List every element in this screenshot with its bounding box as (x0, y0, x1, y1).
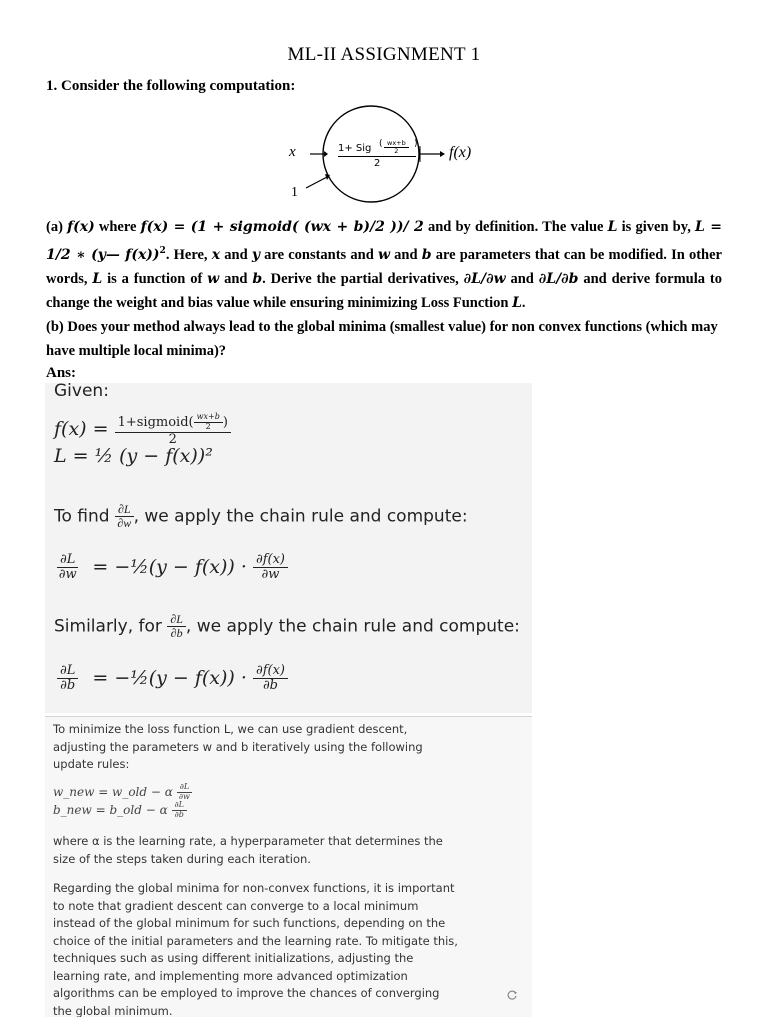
db-equation (57, 664, 288, 694)
w-update-den: ∂w (178, 791, 190, 801)
diagram-node-label: 1+ Sig (338, 143, 372, 154)
fx-inner-num: wx+b (194, 413, 223, 423)
question-heading: 1. Consider the following computation: (46, 78, 296, 94)
db-rhs: = −½(y − f(x)) · (92, 666, 247, 689)
gd-p3-line: Regarding the global minima for non-convex functions, it is important (53, 881, 455, 895)
text-fragment: . (521, 294, 526, 311)
text-fragment: and (505, 270, 539, 287)
w-update-rule (53, 783, 192, 802)
diagram-node-paren: ( (379, 139, 383, 149)
refresh-icon-svg (506, 989, 518, 1001)
find-db-text (54, 613, 520, 640)
find-db-den: ∂b (170, 626, 183, 641)
b-update-num: ∂L (172, 801, 187, 811)
dw-lhs (57, 553, 78, 583)
text-fragment: and by definition. The value (423, 219, 608, 235)
dw-rhs-den: ∂w (261, 567, 280, 583)
b-update-text: b_new = b_old − α (53, 802, 168, 817)
fx-close-paren: ) (222, 414, 228, 430)
math-x: x (211, 246, 221, 263)
math-L: L (607, 219, 618, 235)
refresh-icon[interactable] (506, 989, 520, 1003)
db-rhs-frac (253, 664, 288, 694)
math-L: L (512, 294, 522, 311)
text-fragment: . Here, (165, 246, 212, 263)
answer-label: Ans: (46, 365, 77, 381)
gd-p3-line: to note that gradient descent can converge to a local minimum (53, 898, 419, 913)
gd-p3-line: choice of the initial parameters and the learning rate. To mitigate this, (53, 933, 458, 948)
computation-diagram (280, 96, 500, 206)
dw-lhs-den: ∂w (58, 567, 77, 583)
find-dw-suffix: , we apply the chain rule and compute: (133, 506, 468, 527)
output-arrowhead (440, 151, 445, 157)
diagram-input-x: x (289, 144, 296, 160)
math-dL-db: ∂L/∂b (538, 270, 579, 287)
find-db-suffix: , we apply the chain rule and compute: (185, 616, 520, 637)
assignment-title: ML-II ASSIGNMENT 1 (287, 44, 481, 65)
gd-paragraph-2 (53, 833, 443, 868)
gd-p3-line: algorithms can be employed to improve the chances of converging (53, 986, 440, 1000)
diagram-node-frac (384, 140, 409, 155)
find-dw-den: ∂w (117, 516, 132, 531)
find-dw-num: ∂L (115, 503, 134, 517)
answer-screenshot-gradient-descent (45, 716, 532, 1017)
math-w: w (207, 270, 220, 287)
gd-p3-line: instead of the global minimum for such functions, depending on the (53, 916, 446, 930)
fx-lhs: f(x) = (54, 417, 109, 440)
dw-rhs-frac (253, 553, 288, 583)
text-fragment: . Derive the partial derivatives, (262, 270, 464, 287)
fx-denominator: 2 (168, 431, 177, 447)
math-fx: f(x) (67, 219, 95, 235)
given-label: Given: (54, 383, 109, 401)
gd-paragraph-1 (53, 721, 423, 774)
diagram-node-fraction-bar (338, 156, 416, 157)
gd-p2-line: where α is the learning rate, a hyperparameter that determines the (53, 834, 443, 848)
math-b: b (421, 246, 432, 263)
math-b: b (252, 270, 263, 287)
fx-numerator (115, 413, 231, 433)
diagram-node-frac-den: 2 (394, 147, 399, 156)
math-fx-definition: f(x) = (1 + sigmoid( (wx + b)/2 ))/ 2 (140, 219, 424, 235)
input-one-arrow (306, 177, 327, 188)
dw-rhs-num: ∂f(x) (253, 553, 288, 568)
text-fragment: and (219, 270, 253, 287)
loss-equation: L = ½ (y − f(x))² (54, 445, 213, 467)
find-db-frac (167, 613, 186, 640)
text-fragment: and (220, 246, 252, 263)
input-x-arrowhead (324, 151, 328, 157)
w-update-text: w_new = w_old − α (53, 784, 173, 799)
fx-inner-frac (194, 413, 223, 432)
diagram-node-paren-close: ) (414, 139, 418, 149)
db-rhs-den: ∂b (262, 678, 278, 694)
fx-equation (54, 413, 231, 447)
text-fragment: is given by, (617, 219, 691, 235)
b-update-rule (53, 801, 187, 820)
db-lhs-num: ∂L (57, 664, 78, 679)
math-y: y (251, 246, 260, 263)
gd-p3-line: techniques such as using different initializations, adjusting the (53, 951, 414, 965)
diagram-node-frac-num: wx+b (384, 140, 409, 148)
text-fragment: is a function of (102, 270, 208, 287)
part-b-text: (b) Does your method always lead to the global minima (smallest value) for non convex functions (which may have multiple local minima)? (46, 318, 718, 359)
math-loss: L = 1/2 ∗ (y— f(x)) (46, 219, 722, 263)
text-fragment: and derive formula to change the weight and bias value while ensuring minimizing Loss Function (46, 270, 722, 311)
gd-paragraph-3 (53, 880, 458, 1017)
diagram-input-one: 1 (291, 185, 298, 200)
db-rhs-num: ∂f(x) (253, 664, 288, 679)
find-db-prefix: Similarly, for (54, 616, 162, 637)
dw-lhs-num: ∂L (57, 553, 78, 568)
diagram-output: f(x) (449, 144, 472, 161)
answer-screenshot-derivation (45, 383, 532, 713)
text-fragment: and (390, 246, 422, 263)
dw-equation (57, 553, 288, 583)
db-lhs (57, 664, 78, 694)
db-lhs-den: ∂b (60, 678, 76, 694)
find-dw-frac (115, 503, 134, 530)
b-update-den: ∂b (174, 809, 184, 819)
w-update-frac (177, 783, 192, 802)
gd-p3-line: the global minimum. (53, 1003, 173, 1017)
find-dw-text (54, 503, 468, 530)
part-a-label: (a) (46, 219, 68, 235)
find-db-num: ∂L (167, 613, 186, 627)
gd-p1-line: update rules: (53, 757, 130, 771)
gd-p2-line: size of the steps taken during each iteration. (53, 851, 311, 866)
gd-p1-line: adjusting the parameters w and b iteratively using the following (53, 739, 423, 754)
diagram-node-den: 2 (374, 158, 381, 169)
math-loss-exponent: 2 (159, 246, 166, 256)
fx-fraction (115, 413, 231, 447)
text-fragment: are parameters that can be modified. In other words, (46, 246, 722, 287)
dw-rhs: = −½(y − f(x)) · (92, 555, 247, 578)
gd-p3-line: learning rate, and implementing more advanced optimization (53, 968, 408, 983)
fx-inner-den: 2 (205, 421, 211, 431)
find-dw-prefix: To find (54, 506, 110, 527)
math-w: w (377, 246, 390, 263)
math-L: L (92, 270, 103, 287)
text-fragment: where (94, 219, 141, 235)
math-dL-dw: ∂L/∂w (463, 270, 506, 287)
fx-numerator-text: 1+sigmoid( (117, 414, 194, 430)
w-update-num: ∂L (177, 783, 192, 793)
b-update-frac (172, 801, 187, 820)
gd-p1-line: To minimize the loss function L, we can use gradient descent, (53, 722, 408, 736)
text-fragment: are constants and (259, 246, 378, 263)
question-text (46, 215, 722, 363)
